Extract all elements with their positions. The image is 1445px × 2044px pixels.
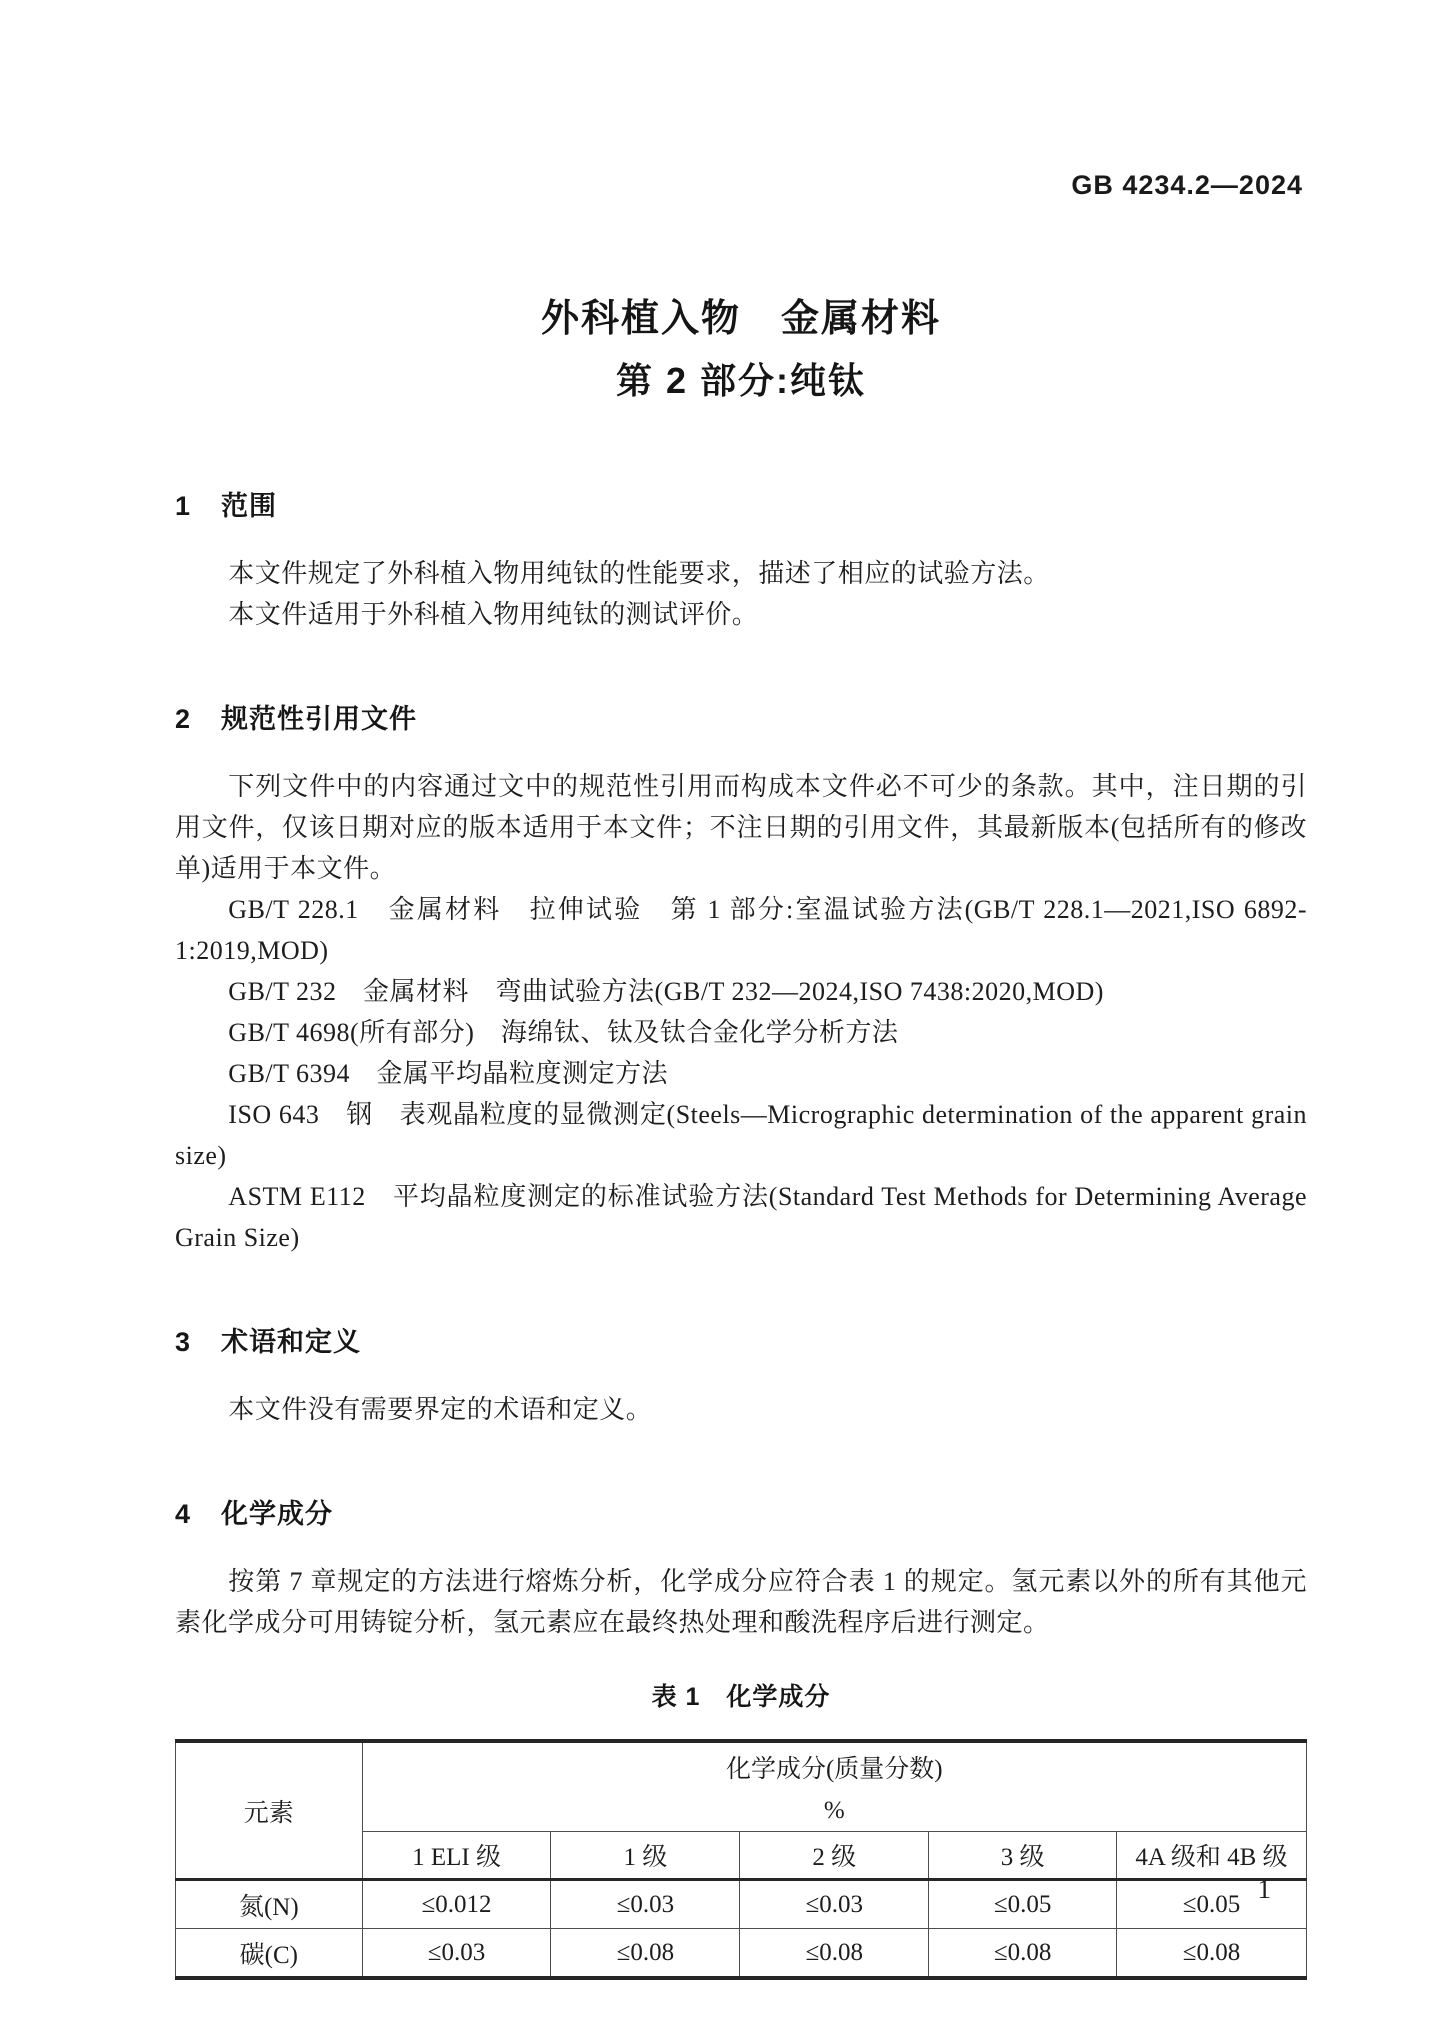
- section-heading-text: 术语和定义: [221, 1327, 362, 1357]
- grade-header: 1 ELI 级: [362, 1832, 551, 1880]
- value-cell: ≤0.03: [551, 1880, 740, 1929]
- section-heading-text: 化学成分: [221, 1499, 334, 1529]
- title-line-1: 外科植入物 金属材料: [540, 298, 941, 340]
- value-cell: ≤0.08: [740, 1929, 929, 1979]
- grade-header: 3 级: [929, 1832, 1117, 1880]
- section-terms-heading: [175, 1320, 1307, 1359]
- table-caption: 表 1 化学成分: [651, 1683, 831, 1711]
- reference-item: ASTM E112 平均晶粒度测定的标准试验方法(Standard Test Methods for Determining Average Grain Size): [175, 1182, 1307, 1252]
- group-header-line-1: 化学成分(质量分数): [725, 1756, 943, 1783]
- value-cell: ≤0.03: [740, 1880, 929, 1929]
- value-cell: ≤0.05: [929, 1880, 1117, 1929]
- value-cell: ≤0.03: [362, 1929, 551, 1979]
- section-heading-text: 范围: [221, 491, 278, 521]
- paragraph: 本文件没有需要界定的术语和定义。: [228, 1395, 653, 1424]
- section-number: 2: [175, 704, 192, 734]
- table-header-row-group: [176, 1741, 1307, 1832]
- section-number: 4: [175, 1499, 192, 1529]
- section-terms: [175, 1320, 1307, 1430]
- element-cell: 碳(C): [176, 1929, 363, 1979]
- composition-group-header: [362, 1741, 1306, 1832]
- section-normative-references: [175, 697, 1307, 1258]
- paragraph: 本文件规定了外科植入物用纯钛的性能要求，描述了相应的试验方法。: [228, 559, 1050, 588]
- grade-header: 2 级: [740, 1832, 929, 1880]
- grade-header: 4A 级和 4B 级: [1116, 1832, 1306, 1880]
- section-heading-text: 规范性引用文件: [221, 704, 418, 734]
- document-title: [175, 288, 1307, 412]
- page-number: 1: [1257, 1874, 1271, 1904]
- section-normative-heading: [175, 697, 1307, 736]
- value-cell: ≤0.08: [929, 1929, 1117, 1979]
- reference-item: GB/T 228.1 金属材料 拉伸试验 第 1 部分:室温试验方法(GB/T 228.1—2021,ISO 6892-1:2019,MOD): [175, 895, 1307, 965]
- table-1-chemical-composition: [175, 1739, 1307, 1980]
- section-scope: [175, 484, 1307, 635]
- standard-code: GB 4234.2—2024: [1071, 170, 1303, 200]
- paragraph: 本文件适用于外科植入物用纯钛的测试评价。: [228, 600, 759, 629]
- reference-item: ISO 643 钢 表观晶粒度的显微测定(Steels—Micrographic determination of the apparent grain size): [175, 1100, 1307, 1170]
- grade-header: 1 级: [551, 1832, 740, 1880]
- value-cell: ≤0.012: [362, 1880, 551, 1929]
- group-header-line-2: %: [823, 1797, 845, 1824]
- element-cell: 氮(N): [176, 1880, 363, 1929]
- reference-item: GB/T 4698(所有部分) 海绵钛、钛及钛合金化学分析方法: [228, 1018, 899, 1047]
- value-cell: ≤0.08: [1116, 1929, 1306, 1979]
- title-line-2: 第 2 部分:纯钛: [615, 360, 866, 401]
- section-scope-heading: [175, 484, 1307, 523]
- table-row-nitrogen: [176, 1880, 1307, 1929]
- value-cell: ≤0.05: [1116, 1880, 1306, 1929]
- paragraph: 按第 7 章规定的方法进行熔炼分析，化学成分应符合表 1 的规定。氢元素以外的所有其他元素化学成分可用铸锭分析，氢元素应在最终热处理和酸洗程序后进行测定。: [175, 1567, 1307, 1637]
- reference-item: GB/T 232 金属材料 弯曲试验方法(GB/T 232—2024,ISO 7438:2020,MOD): [228, 977, 1104, 1006]
- section-number: 1: [175, 491, 192, 521]
- element-column-header: 元素: [176, 1741, 363, 1880]
- value-cell: ≤0.08: [551, 1929, 740, 1979]
- paragraph: 下列文件中的内容通过文中的规范性引用而构成本文件必不可少的条款。其中，注日期的引用文件，仅该日期对应的版本适用于本文件；不注日期的引用文件，其最新版本(包括所有的修改单)适用于本文件。: [175, 772, 1307, 883]
- section-number: 3: [175, 1327, 192, 1357]
- section-chemical-composition: [175, 1492, 1307, 1980]
- reference-item: GB/T 6394 金属平均晶粒度测定方法: [228, 1059, 669, 1088]
- section-chemical-heading: [175, 1492, 1307, 1531]
- table-row-carbon: [176, 1929, 1307, 1979]
